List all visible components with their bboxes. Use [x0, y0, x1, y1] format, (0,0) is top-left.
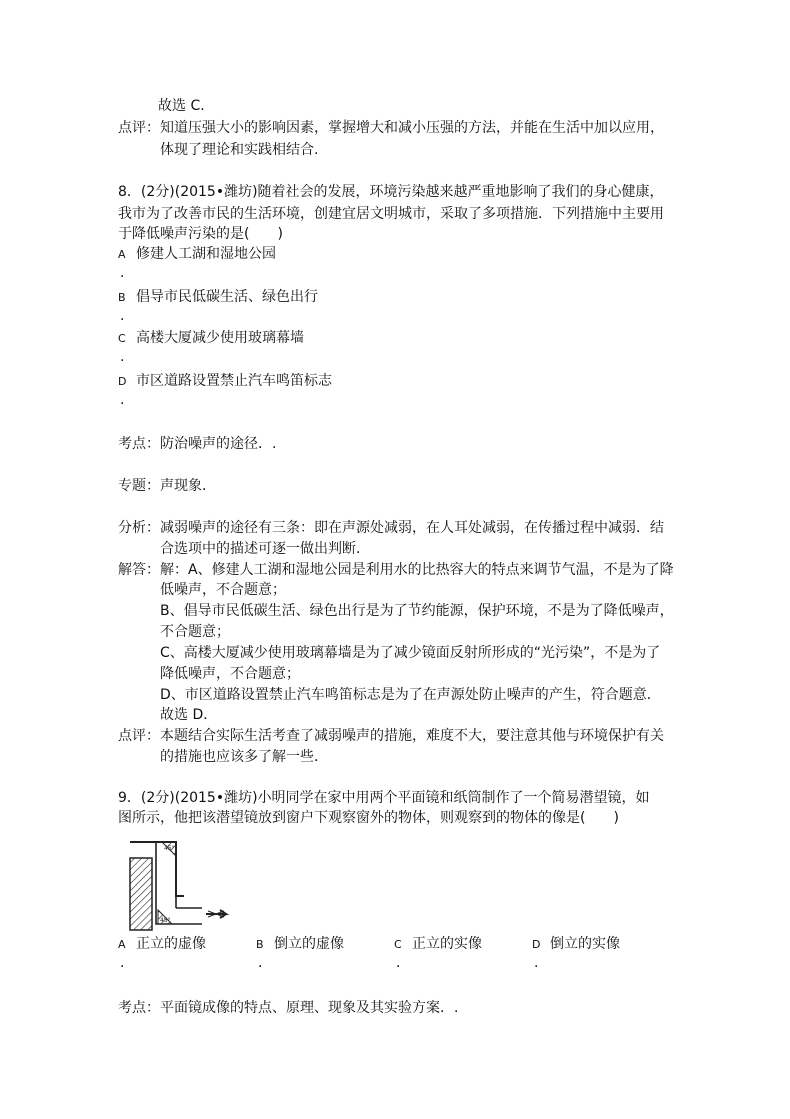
q8-option-a-dot: .: [120, 265, 125, 281]
q8-jieda-line-2: 低噪声，不合题意；: [160, 582, 286, 598]
q8-dianping-line-1: 本题结合实际生活考查了减弱噪声的措施，难度不大，要注意其他与环境保护有关: [160, 728, 664, 744]
q8-option-d: [118, 371, 332, 392]
q8-zhuanti: 声现象．: [160, 478, 216, 494]
prev-comment-label: 点评：: [118, 120, 160, 136]
q8-option-c-dot: .: [120, 349, 125, 365]
q8-jieda-line-3: B、倡导市民低碳生活、绿色出行是为了节约能源，保护环境，不是为了降低噪声，: [160, 603, 674, 619]
q9-kaodian: 平面镜成像的特点、原理、现象及其实验方案．.: [160, 1000, 459, 1016]
option-text: 高楼大厦减少使用玻璃幕墙: [136, 330, 304, 346]
q9-option-a-dot: .: [120, 955, 125, 971]
tube-inner: [156, 842, 202, 924]
q8-zhuanti-label: 专题：: [118, 478, 160, 494]
q8-fenxi-line-1: 减弱噪声的途径有三条：即在声源处减弱，在人耳处减弱，在传播过程中减弱．结: [160, 520, 664, 536]
q9-option-b-dot: .: [258, 955, 263, 971]
option-letter: A: [118, 248, 126, 261]
q8-option-c: [118, 328, 304, 349]
q8-kaodian: 防治噪声的途径．.: [160, 436, 277, 452]
q8-jieda-line-4: 不合题意；: [160, 624, 230, 640]
option-text: 市区道路设置禁止汽车鸣笛标志: [136, 373, 332, 389]
q8-dianping-line-2: 的措施也应该多了解一些．: [160, 749, 328, 765]
q9-option-d: [532, 934, 620, 955]
periscope-figure: [128, 836, 238, 932]
q8-fenxi-line-2: 合选项中的描述可逐一做出判断．: [160, 541, 370, 557]
option-letter: B: [118, 291, 126, 304]
option-letter: B: [256, 938, 264, 951]
q9-stem-line-2: 图所示，他把该潜望镜放到窗户下观察窗外的物体，则观察到的物体的像是( ): [118, 810, 619, 826]
option-letter: C: [394, 938, 402, 951]
q8-jieda-line-7: D、市区道路设置禁止汽车鸣笛标志是为了在声源处防止噪声的产生，符合题意．: [160, 687, 661, 703]
q8-option-b-dot: .: [120, 308, 125, 324]
q8-jieda-line-8: 故选 D．: [160, 707, 218, 723]
q9-option-b: [256, 934, 344, 955]
option-text: 倡导市民低碳生活、绿色出行: [136, 289, 318, 305]
option-text: 倒立的虚像: [274, 936, 344, 952]
q8-option-d-dot: .: [120, 392, 125, 408]
q9-option-c-dot: .: [396, 955, 401, 971]
top-angle-label: 45°: [164, 845, 175, 852]
option-letter: D: [532, 938, 541, 951]
q8-fenxi-label: 分析：: [118, 520, 160, 536]
q9-option-c: [394, 934, 482, 955]
q8-option-a: [118, 244, 276, 265]
option-text: 正立的实像: [412, 936, 482, 952]
prev-comment-line-1: 知道压强大小的影响因素，掌握增大和减小压强的方法，并能在生活中加以应用，: [160, 120, 664, 136]
option-text: 正立的虚像: [136, 936, 206, 952]
q8-jieda-line-5: C、高楼大厦减少使用玻璃幕墙是为了减少镜面反射所形成的“光污染”，不是为了: [160, 645, 661, 661]
q8-jieda-line-1: 解：A、修建人工湖和湿地公园是利用水的比热容大的特点来调节气温，不是为了降: [160, 562, 674, 578]
q9-option-d-dot: .: [534, 955, 539, 971]
q9-option-a: [118, 934, 206, 955]
q8-jieda-label: 解答：: [118, 562, 160, 578]
option-letter: D: [118, 375, 127, 388]
prev-comment-line-2: 体现了理论和实践相结合.: [160, 142, 319, 158]
q9-stem-line-1: 9．(2分)(2015•潍坊)小明同学在家中用两个平面镜和纸筒制作了一个简易潜望镜，如: [118, 790, 650, 806]
q8-stem-line-2: 我市为了改善市民的生活环境，创建宜居文明城市，采取了多项措施．下列措施中主要用: [118, 206, 664, 222]
q8-dianping-label: 点评：: [118, 728, 160, 744]
option-letter: A: [118, 938, 126, 951]
q8-stem-line-1: 8．(2分)(2015•潍坊)随着社会的发展，环境污染越来越严重地影响了我们的身心健康，: [118, 184, 664, 200]
q9-kaodian-label: 考点：: [118, 1000, 160, 1016]
option-text: 倒立的实像: [550, 936, 620, 952]
q8-option-b: [118, 287, 318, 308]
bottom-angle-label: 45°: [160, 917, 171, 924]
option-letter: C: [118, 332, 126, 345]
q8-jieda-line-6: 降低噪声，不合题意；: [160, 666, 300, 682]
q8-kaodian-label: 考点：: [118, 436, 160, 452]
window-wall: [130, 858, 152, 930]
option-text: 修建人工湖和湿地公园: [136, 246, 276, 262]
q8-stem-line-3: 于降低噪声污染的是( ): [118, 226, 283, 242]
prev-answer: 故选 C.: [158, 98, 205, 114]
